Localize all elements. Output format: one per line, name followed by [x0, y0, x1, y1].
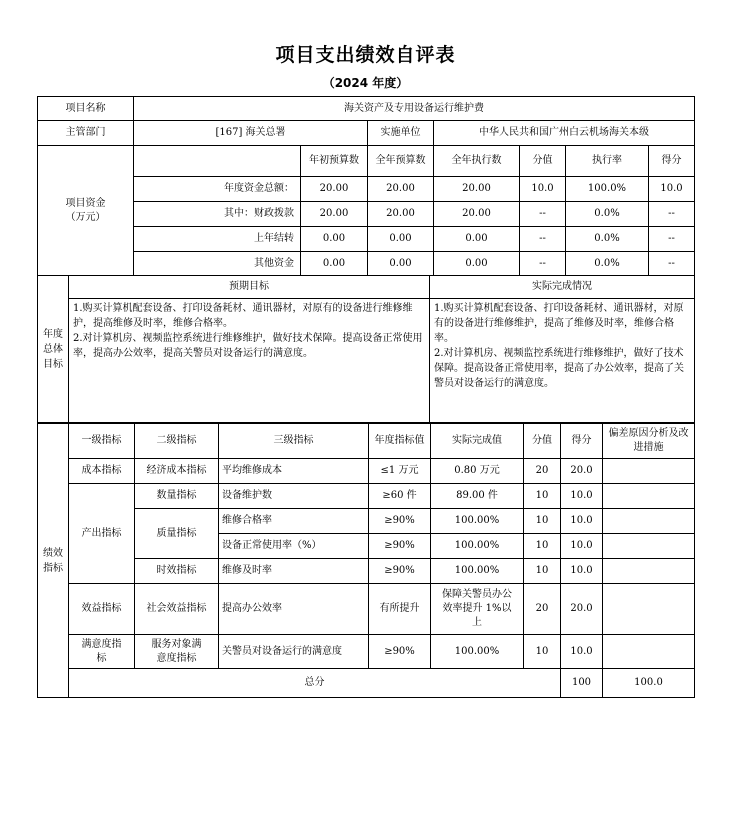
- indicator-row: [38, 484, 695, 509]
- points: 10.0: [561, 559, 603, 584]
- funds-exec: 20.00: [434, 202, 520, 227]
- level3: 设备维护数: [219, 484, 369, 509]
- actual-goals-header: 实际完成情况: [430, 276, 695, 299]
- expected-goal-1: 1.购买计算机配套设备、打印设备耗材、通讯器材，对原有的设备进行维修维护，提高维修及时率，维修合格率。: [73, 303, 413, 329]
- target: ≥90%: [369, 509, 431, 534]
- goals-content-row: [38, 299, 695, 423]
- indicator-row: [38, 509, 695, 534]
- funds-row-label: 其他资金: [134, 252, 301, 276]
- score: 20: [524, 459, 561, 484]
- actual-goal-2: 2.对计算机房、视频监控系统进行维修维护，做好了技术保障。提高设备正常使用率，提高了办公效率，提高了关警员对设备运行的满意度。: [434, 348, 684, 389]
- funds-annual: 0.00: [368, 227, 434, 252]
- goals-table: [37, 275, 695, 423]
- score: 20: [524, 584, 561, 635]
- level1-benefit: 效益指标: [69, 584, 135, 635]
- funds-annual: 0.00: [368, 252, 434, 276]
- unit-label: 实施单位: [368, 121, 434, 146]
- expected-goals-header: 预期目标: [69, 276, 430, 299]
- level3: 平均维修成本: [219, 459, 369, 484]
- actual-goal-1: 1.购买计算机配套设备、打印设备耗材、通讯器材，对原有的设备进行维修维护，提高了维修及时率，维修合格率。: [434, 303, 684, 344]
- actual: 89.00 件: [431, 484, 524, 509]
- level2-quality: 质量指标: [135, 509, 219, 559]
- funds-header-row: [38, 146, 695, 177]
- target: ≥90%: [369, 559, 431, 584]
- funds-initial: 20.00: [301, 202, 368, 227]
- points: 20.0: [561, 584, 603, 635]
- points: 10.0: [561, 534, 603, 559]
- level2-benefit: 社会效益指标: [135, 584, 219, 635]
- points: 20.0: [561, 459, 603, 484]
- actual: 100.00%: [431, 534, 524, 559]
- funds-points: --: [649, 227, 695, 252]
- actual: 保障关警员办公效率提升 1%以上: [431, 584, 524, 635]
- indicator-row: [38, 459, 695, 484]
- deviation: [603, 459, 695, 484]
- project-name-row: [38, 97, 695, 121]
- level2-timeliness: 时效指标: [135, 559, 219, 584]
- header-score: 分值: [524, 424, 561, 459]
- actual: 100.00%: [431, 559, 524, 584]
- goals-header-row: [38, 276, 695, 299]
- score: 10: [524, 635, 561, 669]
- target: 有所提升: [369, 584, 431, 635]
- funds-rate: 0.0%: [566, 202, 649, 227]
- funds-points: --: [649, 202, 695, 227]
- points: 10.0: [561, 484, 603, 509]
- level2-cost: 经济成本指标: [135, 459, 219, 484]
- funds-score: --: [520, 227, 566, 252]
- indicators-header-row: [38, 424, 695, 459]
- level1-satisfaction: 满意度指标: [69, 635, 135, 669]
- level2-quantity: 数量指标: [135, 484, 219, 509]
- funds-exec: 0.00: [434, 252, 520, 276]
- level3: 提高办公效率: [219, 584, 369, 635]
- score: 10: [524, 484, 561, 509]
- header-points: 得分: [649, 146, 695, 177]
- actual: 100.00%: [431, 509, 524, 534]
- total-label: 总分: [69, 669, 561, 698]
- funds-annual: 20.00: [368, 202, 434, 227]
- target: ≤1 万元: [369, 459, 431, 484]
- indicator-row: [38, 635, 695, 669]
- score: 10: [524, 559, 561, 584]
- deviation: [603, 509, 695, 534]
- header-annual-budget: 全年预算数: [368, 146, 434, 177]
- funds-label: 项目资金（万元）: [38, 146, 134, 276]
- deviation: [603, 635, 695, 669]
- expected-goals: [69, 299, 430, 423]
- funds-score: --: [520, 202, 566, 227]
- funds-score: --: [520, 252, 566, 276]
- funds-rate: 100.0%: [566, 177, 649, 202]
- target: ≥90%: [369, 635, 431, 669]
- funds-points: 10.0: [649, 177, 695, 202]
- dept-value: [167] 海关总署: [134, 121, 368, 146]
- funds-row: [38, 252, 695, 276]
- funds-exec: 20.00: [434, 177, 520, 202]
- header-score: 分值: [520, 146, 566, 177]
- funds-score: 10.0: [520, 177, 566, 202]
- funds-rate: 0.0%: [566, 227, 649, 252]
- funds-row: [38, 227, 695, 252]
- total-row: [38, 669, 695, 698]
- level2-satisfaction: 服务对象满意度指标: [135, 635, 219, 669]
- funds-row: [38, 202, 695, 227]
- header-points: 得分: [561, 424, 603, 459]
- header-target: 年度指标值: [369, 424, 431, 459]
- project-name: 海关资产及专用设备运行维护费: [134, 97, 695, 121]
- funds-row-label: 年度资金总额：: [134, 177, 301, 202]
- project-name-label: 项目名称: [38, 97, 134, 121]
- funds-row: [38, 177, 695, 202]
- indicator-row: [38, 584, 695, 635]
- header-level1: 一级指标: [69, 424, 135, 459]
- funds-row-label: 上年结转: [134, 227, 301, 252]
- target: ≥60 件: [369, 484, 431, 509]
- funds-header-blank: [134, 146, 301, 177]
- funds-initial: 0.00: [301, 227, 368, 252]
- header-deviation: 偏差原因分析及改进措施: [603, 424, 695, 459]
- level1-output: 产出指标: [69, 484, 135, 584]
- level3: 维修合格率: [219, 509, 369, 534]
- level1-cost: 成本指标: [69, 459, 135, 484]
- report-year: （2024 年度）: [322, 76, 409, 90]
- actual: 100.00%: [431, 635, 524, 669]
- level3: 关警员对设备运行的满意度: [219, 635, 369, 669]
- header-actual: 实际完成值: [431, 424, 524, 459]
- level3: 设备正常使用率（%）: [219, 534, 369, 559]
- goals-label: 年度总体目标: [38, 276, 69, 423]
- points: 10.0: [561, 635, 603, 669]
- indicator-row: [38, 559, 695, 584]
- target: ≥90%: [369, 534, 431, 559]
- deviation: [603, 484, 695, 509]
- funds-exec: 0.00: [434, 227, 520, 252]
- dept-row: [38, 121, 695, 146]
- points: 10.0: [561, 509, 603, 534]
- page-title: 项目支出绩效自评表: [275, 44, 456, 66]
- header-initial-budget: 年初预算数: [301, 146, 368, 177]
- indicators-table: [37, 423, 695, 698]
- header-execution: 全年执行数: [434, 146, 520, 177]
- score: 10: [524, 534, 561, 559]
- funds-annual: 20.00: [368, 177, 434, 202]
- header-level3: 三级指标: [219, 424, 369, 459]
- deviation: [603, 584, 695, 635]
- actual: 0.80 万元: [431, 459, 524, 484]
- header-level2: 二级指标: [135, 424, 219, 459]
- header-rate: 执行率: [566, 146, 649, 177]
- actual-goals: [430, 299, 695, 423]
- funds-table: [37, 96, 695, 276]
- funds-row-label: 其中：财政拨款: [134, 202, 301, 227]
- total-score: 100: [561, 669, 603, 698]
- expected-goal-2: 2.对计算机房、视频监控系统进行维修维护，做好技术保障。提高设备正常使用率，提高办公效率，提高关警员对设备运行的满意度。: [73, 333, 423, 359]
- total-points: 100.0: [603, 669, 695, 698]
- deviation: [603, 559, 695, 584]
- funds-initial: 0.00: [301, 252, 368, 276]
- funds-initial: 20.00: [301, 177, 368, 202]
- score: 10: [524, 509, 561, 534]
- dept-label: 主管部门: [38, 121, 134, 146]
- unit-value: 中华人民共和国广州白云机场海关本级: [434, 121, 695, 146]
- indicators-label: 绩效指标: [38, 424, 69, 698]
- funds-points: --: [649, 252, 695, 276]
- deviation: [603, 534, 695, 559]
- funds-rate: 0.0%: [566, 252, 649, 276]
- level3: 维修及时率: [219, 559, 369, 584]
